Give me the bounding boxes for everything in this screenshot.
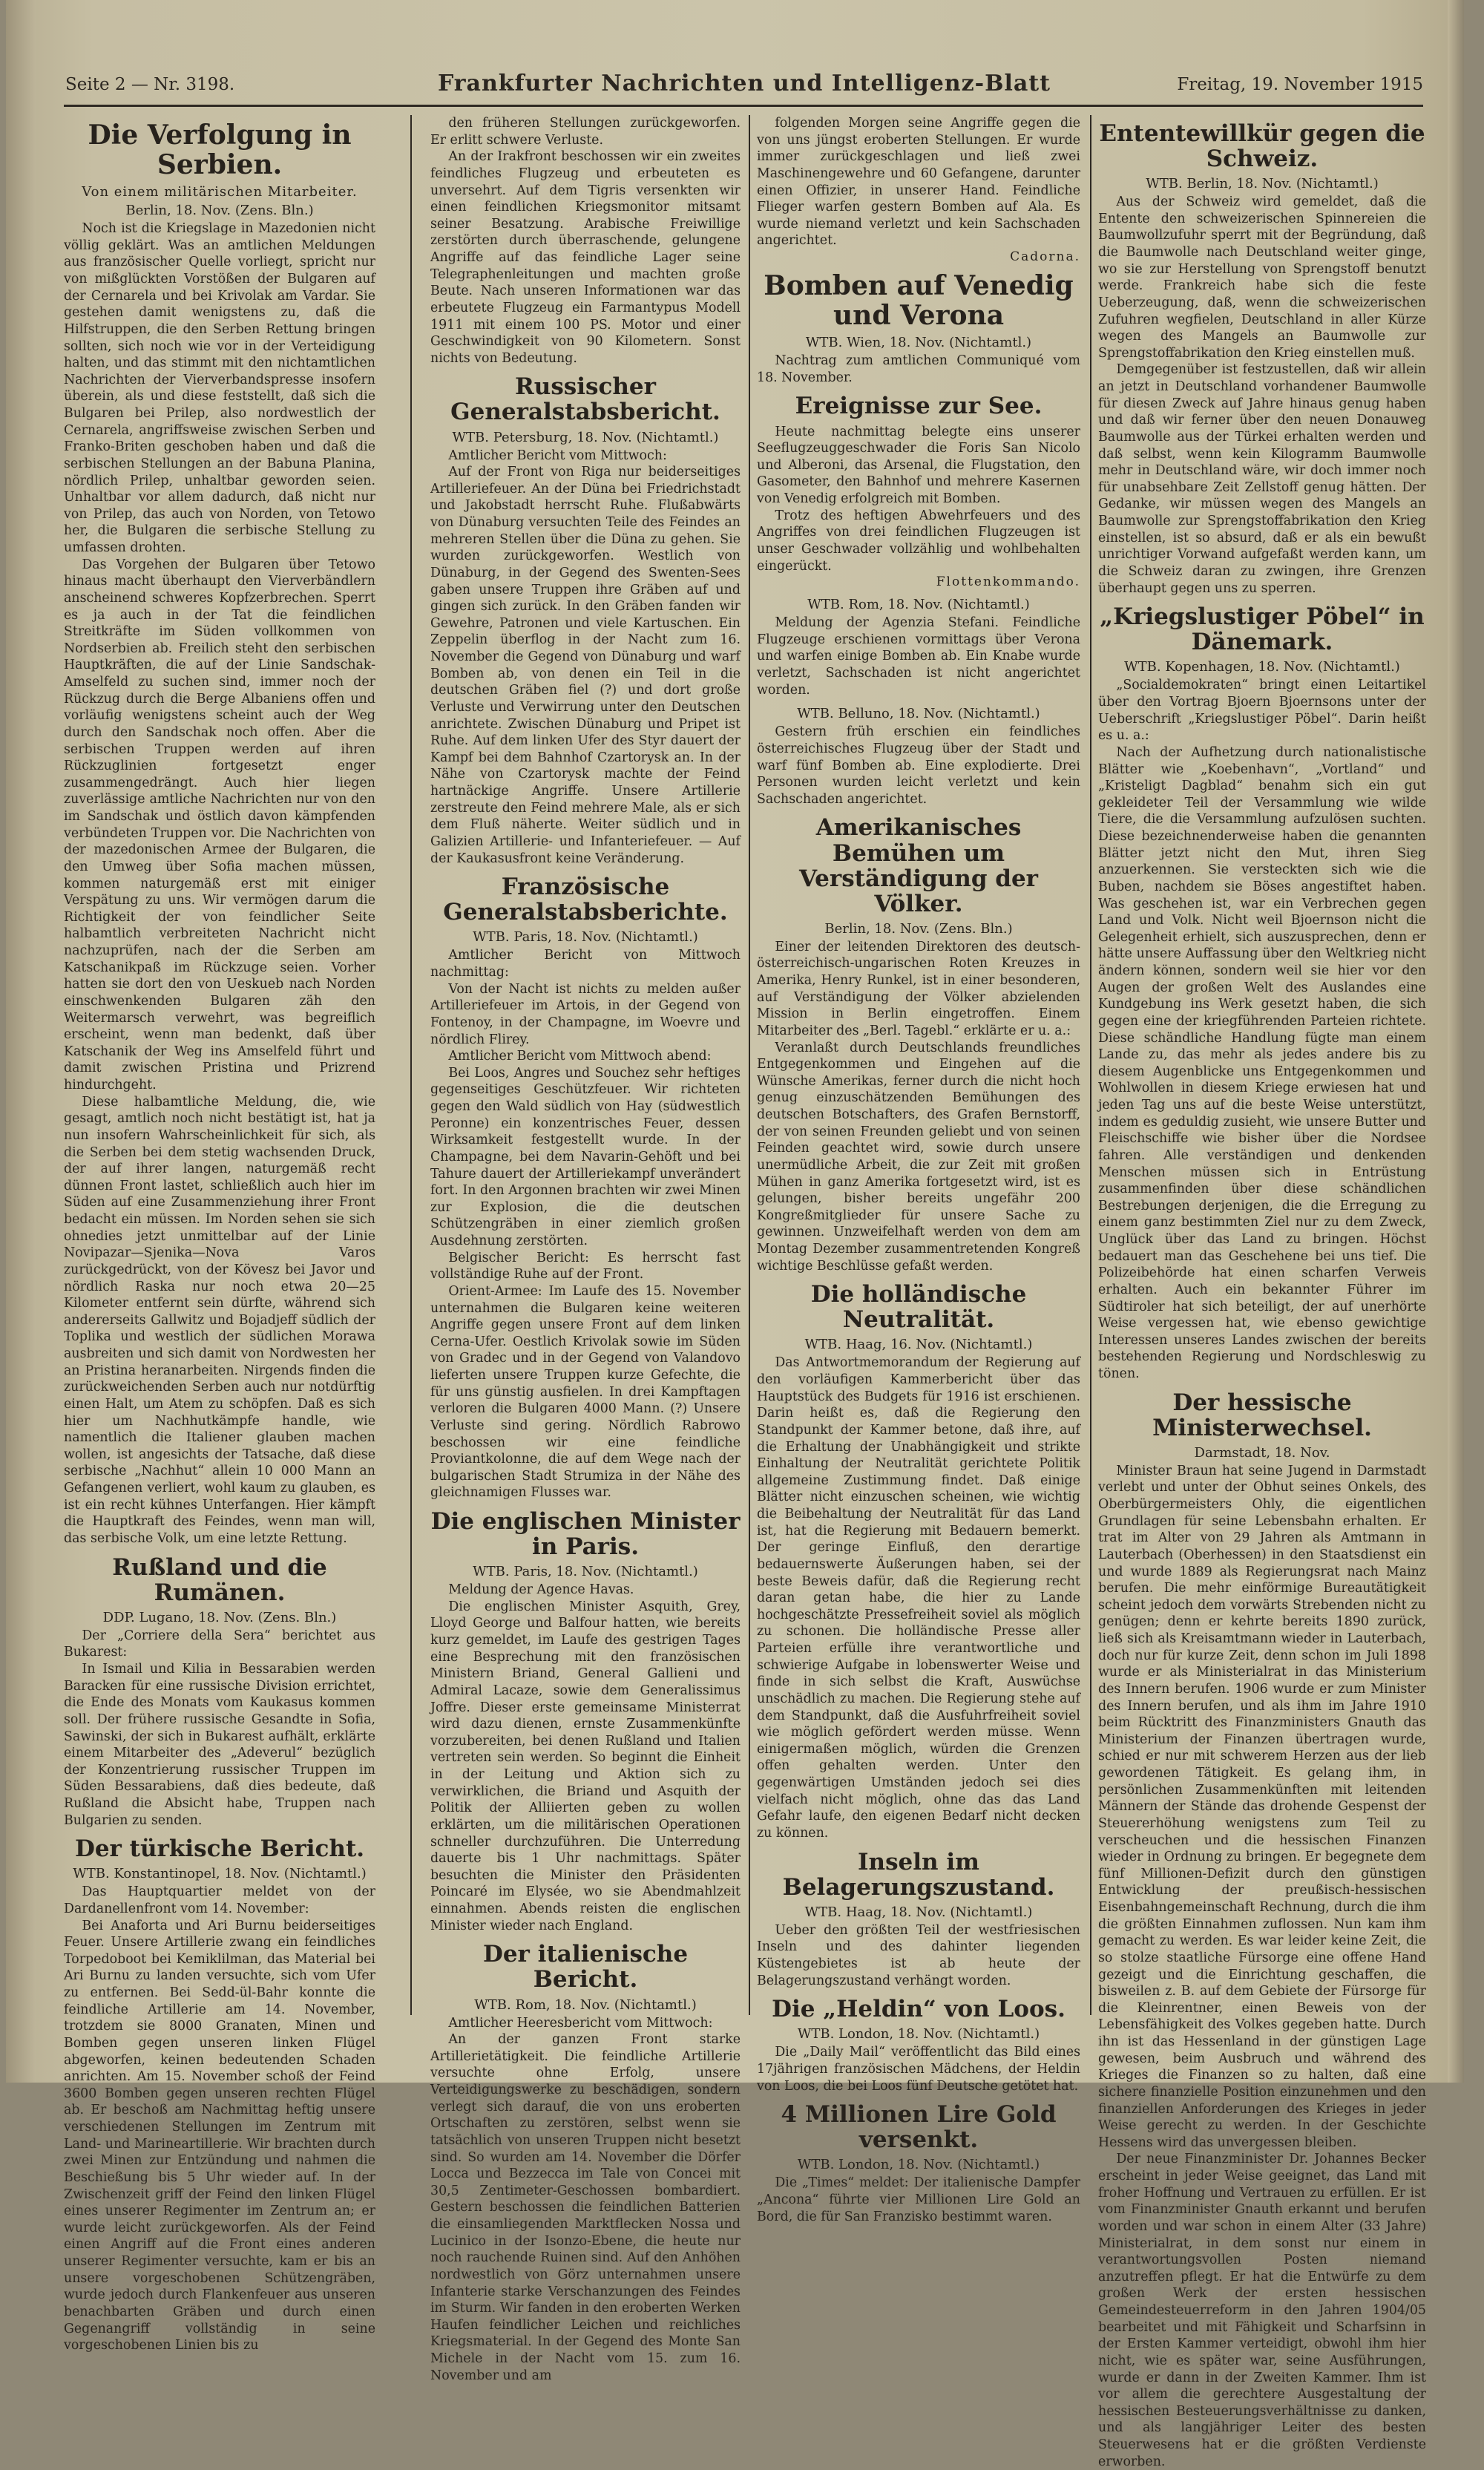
article-paragraph: Das Hauptquartier meldet von der Dardanellenfront vom 14. November:	[64, 1884, 375, 1916]
article-paragraph: Meldung der Agence Havas.	[448, 1582, 634, 1598]
article-headline: Inseln im Belagerungszustand.	[782, 1848, 1055, 1901]
column-divider	[749, 115, 750, 2015]
article	[1098, 604, 1426, 1382]
column-2	[430, 115, 741, 2383]
article-paragraph: Diese halbamtliche Meldung, die, wie gesagt, amtlich noch nicht bestätigt ist, hat ja nun insofern Wahrscheinlichkeit für sich, als die Serben bei dem stetig wachsenden Druck, der auf ihrer langen, naturgemäß recht dünnen Front lastet, schließlich auch hier im Süden auf eine Zusammenziehung ihrer Front bedacht ein müssen. Im Norden sehen sie sich ohnedies jetzt unmittelbar auf der Linie Novipazar—Sjenika—Nova Varos zurückgedrückt, von der Kövesz bei Javor und nördlich Raska nur noch etwa 20—25 Kilometer entfernt sein dürfte, während sich andererseits Gallwitz und Bojadjeff südlich der Toplika und westlich der südlichen Morawa ausbreiten und sich damit von Nordwesten her an Pristina heranarbeiten. Nirgends finden die zurückweichenden Serben auch nur notdürftig einen Halt, um Atem zu schöpfen. Daß es sich hier um Nachhutkämpfe handle, wie namentlich die Italiener glauben machen wollen, ist angesichts der Tatsache, daß diese serbische „Nachhut“ allein 10 000 Mann an Gefangenen verliert, wohl kaum zu glauben, es ist ein recht kühnes Unterfangen. Hier kämpft die Hauptkraft des Feindes, wenn man will, das serbische Volk, um eine letzte Rettung.	[64, 1094, 375, 1546]
article	[757, 2102, 1080, 2225]
article-paragraph: „Socialdemokraten“ bringt einen Leitartikel über den Vortrag Bjoern Bjoernsons unter der Ueberschrift „Kriegslustiger Pöbel“. Darin heißt es u. a.:	[1098, 678, 1426, 744]
masthead-rule	[64, 105, 1423, 107]
article	[64, 121, 375, 1547]
article-headline: Französische Generalstabsberichte.	[443, 874, 728, 926]
article-paragraph: Orient-Armee: Im Laufe des 15. November unternahmen die Bulgaren keine weiteren Angriffe gegen unsere Front auf dem linken Cerna-Ufer. Oestlich Krivolak sowie im Süden von Gradec und in der Gegend von Valandovo lieferten unsere Truppen kurze Gefechte, die für uns günstig ausfielen. In drei Kampftagen verloren die Bulgaren 4000 Mann. (?) Unsere Verluste sind gering. Nördlich Rabrowo beschossen wir eine feindliche Proviantkolonne, die auf dem Wege nach der bulgarischen Stadt Strumiza in der Nähe des gleichnamigen Flusses war.	[430, 1283, 741, 1501]
article-headline: Der türkische Bericht.	[74, 1835, 365, 1863]
article	[430, 374, 741, 867]
article	[757, 1282, 1080, 1841]
article-paragraph: Nach der Aufhetzung durch nationalistische Blätter wie „Koebenhavn“, „Vortland“ und „Kristeligt Dagblad“ benahm sich ein gut gekleideter Teil der Versammlung wie wilde Tiere, die die Versammlung aufzulösen suchten. Diese bezeichnenderweise haben die genannten Blätter jetzt nicht den Mut, ihren Sieg anzuerkennen. Sie versteckten sich wie die Buben, nachdem sie Böses angestiftet haben. Was geschehen ist, war ein Verbrechen gegen Land und Volk. Nicht weil Bjoernson nicht die Gelegenheit erhielt, sich auszusprechen, denn er hätte unsere Auffassung über den Weltkrieg nicht ändern können, sondern weil sie hier vor den Augen der großen Welt des Auslandes eine Kundgebung ins Werk gesetzt haben, die sich gegen eine der kriegführenden Parteien richtete. Diese schändliche Handlung fügte man einem Lande zu, das mehr als jedes andere bis zu diesem Augenblicke uns Entgegenkommen und Wohlwollen in diesem Kriege erwiesen hat und jeden Tag uns auf die beste Weise unterstützt, indem es geduldig zusieht, wie unsere Butter und Fleischschiffe wie bisher über die Nordsee fahren. Alle verständigen und denkenden Menschen müssen sich in Entrüstung zusammenfinden über diese schändlichen Bestrebungen derjenigen, die die Erregung zu einem ganz bestimmten Ziel nur zu dem Zweck, Unglück über das Land zu bringen. Höchst bedauert man das Geschehene bei uns tief. Die Polizeibehörde hat einen scharfen Verweis erhalten. Auch ein bekannter Führer im Südtiroler hat sich beteiligt, der auf unerhörte Weise vergessen hat, wie ebenso gewichtige Interessen unseres Landes zwischen der bereits bestehenden Regierung und Nordschleswig zu tönen.	[1098, 744, 1426, 1381]
article-dateline: WTB. Rom, 18. Nov. (Nichtamtl.)	[807, 597, 1030, 613]
article-dateline: Berlin, 18. Nov. (Zens. Bln.)	[824, 920, 1013, 937]
article-dateline: DDP. Lugano, 18. Nov. (Zens. Bln.)	[102, 1609, 337, 1625]
article-subhead: Von einem militärischen Mitarbeiter.	[82, 184, 358, 200]
page-number: Seite 2 — Nr. 3198.	[65, 75, 235, 94]
article-paragraph: Amtlicher Bericht vom Mittwoch abend:	[448, 1049, 712, 1064]
article-headline: 4 Millionen Lire Gold versenkt.	[781, 2101, 1057, 2154]
article	[757, 706, 1080, 808]
article-paragraph: Von der Nacht ist nichts zu melden außer Artilleriefeuer im Artois, in der Gegend von Fontenoy, in der Champagne, im Woevre und nördlich Flirey.	[430, 981, 741, 1047]
article-paragraph: Veranlaßt durch Deutschlands freundliches Entgegenkommen und Eingehen auf die Wünsche Amerikas, ferner durch die nicht hoch genug einzuschätzenden Bemühungen des deutschen Botschafters, des Grafen Bernstorff, der von seinen Freunden geliebt und von seinen Feinden geachtet wird, sowie durch unsere unermüdliche Arbeit, die zur Zeit mit großen Mühen in ganz Amerika fortgesetzt wird, ist es gelungen, bisher bereits ungefähr 200 Kongreßmitglieder für unsere Sache zu gewinnen. Unzweifelhaft werden von dem am Montag Dezember zusammentretenden Kongreß wichtige Beschlüsse gefaßt werden.	[757, 1040, 1080, 1274]
column-3	[757, 115, 1080, 2224]
article-headline: Die „Heldin“ von Loos.	[772, 1996, 1066, 2023]
article	[1098, 121, 1426, 597]
article-dateline: WTB. Paris, 18. Nov. (Nichtamtl.)	[473, 1564, 698, 1580]
article-headline: Der italienische Bericht.	[482, 1941, 689, 1994]
article-dateline: WTB. London, 18. Nov. (Nichtamtl.)	[797, 2157, 1040, 2173]
article-paragraph: Amtlicher Bericht vom Mittwoch:	[448, 448, 667, 463]
article-paragraph: den früheren Stellungen zurückgeworfen. Er erlitt schwere Verluste.	[430, 116, 741, 148]
article-dateline: Berlin, 18. Nov. (Zens. Bln.)	[125, 203, 314, 219]
article-paragraph: Das Vorgehen der Bulgaren über Tetowo hinaus macht überhaupt den Vierverbändlern anscheinend schweres Kopfzerbrechen. Sperrt es ja auch in der Tat die feindlichen Streitkräfte im Süden vollkommen von Nordserbien ab. Freilich steht den serbischen Hauptkräften, die auf der Linie Sandschak-Amselfeld zu suchen sind, immer noch der Rückzug durch die Berge Albaniens offen und vorläufig wenigstens scheint auch der Weg durch den Sandschak noch offen. Aber die serbischen Truppen werden auf ihren Rückzuglinien fortgesetzt enger zusammengedrängt. Auch hier liegen zuverlässige amtliche Nachrichten nur von den im Sandschak und östlich davon kämpfenden verbündeten Truppen vor. Die Nachrichten von der mazedonischen Armee der Bulgaren, die den Umweg über Sofia machen müssen, kommen naturgemäß erst mit einiger Verspätung zu uns. Wir vermögen darum die Richtigkeit der von feindlicher Seite halbamtlich verbreiteten Nachricht nicht nachzuprüfen, nach der die Serben am Katschanikpaß im Rückzuge seien. Vorher hatten sie dort den von Ueskueb nach Norden einschwenkenden Bulgaren zäh den Weitermarsch verwehrt, was begreiflich erscheint, wenn man bedenkt, daß über Katschanik der Weg ins Amselfeld führt und damit zwischen Pristina und Prizrend hindurchgeht.	[64, 557, 375, 1093]
article-dateline: WTB. Belluno, 18. Nov. (Nichtamtl.)	[797, 706, 1040, 722]
column-4	[1098, 115, 1426, 2469]
article-paragraph: Minister Braun hat seine Jugend in Darmstadt verlebt und unter der Obhut seines Onkels, des Oberbürgermeisters Ohly, die eigentlichen Grundlagen für seine Lebensbahn erhalten. Er trat im Alter von 29 Jahren als Amtmann in Lauterbach (Oberhessen) in den Staatsdienst ein und wurde 1889 als Regierungsrat nach Mainz berufen. Die mehr einförmige Bureautätigkeit scheint jedoch dem vorwärts Strebenden nicht zu genügen; denn er kehrte bereits 1890 zurück, ließ sich als Kreisamtmann wieder in Lauterbach, doch nur für kurze Zeit, denn schon im Juli 1898 wurde er als Ministerialrat in das Ministerium des Innern berufen. 1906 wurde er zum Minister des Innern berufen, und als ihm im Jahre 1910 beim Rücktritt des Finanzministers Gnauth das Ministerium der Finanzen übertragen wurde, schied er nur mit schwerem Herzen aus der lieb gewordenen Tätigkeit. Es gelang ihm, in persönlichen Zusammenkünften mit leitenden Männern der Stände das drohende Gespenst der Steuererhöhung wenigstens zum Teil zu verscheuchen und die hessischen Finanzen wieder in Ordnung zu bringen. Er begegnete dem fünf Millionen-Defizit durch den günstigen Entwicklung der preußisch-hessischen Eisenbahngemeinschaft Rechnung, durch die ihm die größten Einnahmen zuflossen. Nun kam ihm gemacht zu werden. Es war leider keine Zeit, die so stolze staatliche Fürsorge eine offene Hand gezeigt und die Einrichtung geschaffen, die bisweilen z. B. auf dem Gebiete der Fürsorge für die Kleinrentner, einen Beweis von der Lebensfähigkeit des Volkes gegeben hatte. Durch ihn ist das Hessenland in der günstigen Lage gewesen, beim Ausbruch und während des Krieges die Finanzen so zu halten, daß eine sichere finanzielle Position einzunehmen und den finanziellen Anforderungen des Krieges in jeder Weise gerecht zu werden. In der Geschichte Hessens wird das unvergessen bleiben.	[1098, 1463, 1426, 2150]
article-paragraph: folgenden Morgen seine Angriffe gegen die von uns jüngst eroberten Stellungen. Er wurde immer zurückgeschlagen und ließ zwei Maschinengewehre und 60 Gefangene, darunter einen Offizier, in unserer Hand. Feindliche Flieger warfen gestern Bomben auf Ala. Es wurde niemand verletzt und kein Sachschaden angerichtet.	[757, 116, 1080, 249]
article	[64, 1836, 375, 2354]
article-dateline: WTB. Haag, 18. Nov. (Nichtamtl.)	[804, 1904, 1033, 1920]
article-dateline: WTB. Konstantinopel, 18. Nov. (Nichtamtl.)	[73, 1866, 367, 1882]
column-divider	[1090, 115, 1091, 2015]
article-paragraph: Ueber den größten Teil der westfriesischen Inseln und des dahinter liegenden Küstengebietes ist ab heute der Belagerungszustand verhängt worden.	[757, 1922, 1080, 1988]
page-edge-shadow	[1448, 0, 1464, 2083]
article-paragraph: Meldung der Agenzia Stefani. Feindliche Flugzeuge erschienen vormittags über Verona und warfen einige Bomben ab. Ein Knabe wurde verletzt, Sachschaden ist nicht angerichtet worden.	[757, 615, 1080, 698]
publication-date: Freitag, 19. November 1915	[1177, 75, 1423, 94]
article-dateline: WTB. Haag, 16. Nov. (Nichtamtl.)	[804, 1337, 1033, 1353]
article-dateline: WTB. Petersburg, 18. Nov. (Nichtamtl.)	[452, 429, 719, 445]
article-paragraph: Aus der Schweiz wird gemeldet, daß die Entente den schweizerischen Spinnereien die Baumwollzufuhr sperrt mit der Begründung, daß die Baumwolle nach Deutschland weiter ginge, wo sie zur Herstellung von Sprengstoff benutzt werde. Frankreich habe sich die feste Ueberzeugung, daß, wenn die schweizerischen Zufuhren wegfielen, Deutschland in aller Kürze wegen des Mangels an Baumwolle zur Sprengstoffabrikation den Krieg einstellen muß.	[1098, 194, 1426, 361]
article-headline: Die englischen Minister in Paris.	[430, 1508, 741, 1561]
page-fold-shadow	[6, 0, 36, 2083]
article-paragraph: Noch ist die Kriegslage in Mazedonien nicht völlig geklärt. Was an amtlichen Meldungen aus französischer Quelle vorliegt, spricht nur von mißglückten Vorstößen der Bulgaren auf der Cernarela und bei Krivolak am Vardar. Sie gestehen damit wenigstens zu, daß die Hilfstruppen, die den Serben Rettung bringen sollten, sich noch wie vor in der Verteidigung halten, und das stimmt mit den nichtamtlichen Nachrichten der Vierverbandspresse insofern überein, als und diese feststellt, daß sich die Bulgaren bei Prilep, also nordwestlich der Cernarela, angriffsweise zwischen Serben und Franko-Briten geschoben haben und daß die serbischen Stellungen an der Babuna Planina, nördlich Prilep, unhaltbar geworden seien. Unhaltbar vor allem dadurch, daß nicht nur von Prilep, das auch von Norden, von Tetowo her, die Bulgaren die serbische Stellung zu umfassen drohten.	[64, 221, 375, 556]
article	[757, 272, 1080, 386]
article	[430, 874, 741, 1501]
article	[757, 815, 1080, 1274]
article	[757, 597, 1080, 698]
article-headline: Der hessische Ministerwechsel.	[1152, 1389, 1372, 1441]
newspaper-page	[6, 0, 1464, 2469]
article-paragraph: Einer der leitenden Direktoren des deutsch-österreichisch-ungarischen Roten Kreuzes in Amerika, Henry Runkel, ist in einer besonderen, auf Verständigung der Völker abzielenden Mission in Berlin eingetroffen. Einem Mitarbeiter des „Berl. Tagebl.“ erklärte er u. a.:	[757, 939, 1080, 1038]
article-headline: Russischer Generalstabsbericht.	[450, 373, 720, 426]
article-paragraph: Trotz des heftigen Abwehrfeuers und des Angriffes von drei feindlichen Flugzeugen ist unser Geschwader vollzählig und wohlbehalten eingerückt.	[757, 508, 1080, 574]
article-dateline: WTB. Paris, 18. Nov. (Nichtamtl.)	[473, 929, 698, 946]
newspaper-title: Frankfurter Nachrichten und Intelligenz-Blatt	[437, 71, 1051, 96]
article-paragraph: Heute nachmittag belegte eins unserer Seeflugzeuggeschwader die Foris San Nicolo und Alberoni, das Arsenal, die Flugstation, den Gasometer, den Bahnhof und mehrere Kasernen von Venedig erfolgreich mit Bomben.	[757, 424, 1080, 507]
article-dateline: Darmstadt, 18. Nov.	[1194, 1444, 1330, 1461]
article-paragraph: Auf der Front von Riga nur beiderseitiges Artilleriefeuer. An der Düna bei Friedrichstadt und Jakobstadt herrscht Ruhe. Flußabwärts von Dünaburg versuchten Teile des Feindes an mehreren Stellen über die Düna zu gehen. Sie wurden zurückgeworfen. Westlich von Dünaburg, in der Gegend des Swenten-Sees gaben unsere Truppen ihre Gräben auf und gingen sich zurück. In den Gräben fanden wir Gewehre, Patronen und viele Kartuschen. Ein Zeppelin überflog in der Nacht zum 16. November die Gegend von Dünaburg und warf Bomben ab, von denen ein Teil in die deutschen Gräben fiel (?) und dort große Verluste und Verwirrung unter den Deutschen anrichtete. Zwischen Dünaburg und Pripet ist Ruhe. Auf dem linken Ufer des Styr dauert der Kampf bei dem Bahnhof Czartorysk an. In der Nähe von Czartorysk machte der Feind hartnäckige Angriffe. Unsere Artillerie zerstreute den Feind mehrere Male, als er sich dem Fluß näherte. Weiter südlich und in Galizien Artillerie- und Infanteriefeuer. — Auf der Kaukasusfront keine Veränderung.	[430, 465, 741, 866]
article-dateline: WTB. Berlin, 18. Nov. (Nichtamtl.)	[1146, 176, 1379, 192]
article-headline: Die holländische Neutralität.	[810, 1281, 1027, 1334]
article-paragraph: Amtlicher Heeresbericht vom Mittwoch:	[448, 2015, 713, 2031]
article	[64, 1555, 375, 1829]
article	[1098, 1390, 1426, 2470]
article-paragraph: Das Antwortmemorandum der Regierung auf den vorläufigen Kammerbericht über das Hauptstück des Budgets für 1916 ist erschienen. Darin heißt es, daß die Regierung den Standpunkt der Kammer betone, daß ihre, auf die Erhaltung der Unabhängigkeit und strikte Einhaltung der Neutralität gerichtete Politik allgemeine Zustimmung findet. Daß einige Blätter nicht einzuschen scheinen, wie wichtig die Beibehaltung der Neutralität für das Land ist, hat die Regierung mit Bedauern bemerkt. Der geringe Einfluß, den derartige bedauernswerte Äußerungen haben, sei der beste Beweis dafür, daß die Regierung recht daran getan habe, die hier zu Lande hochgeschätzte Pressefreiheit soviel als möglich zu schonen. Die holländische Presse aller Parteien erfülle ihre verantwortliche und schwierige Aufgabe in lobenswerter Weise und finde in sich selbst die Kraft, Auswüchse unschädlich zu machen. Die Regierung stehe auf dem Standpunkt, daß die Ausfuhrfreiheit soviel wie möglich gefördert werden müsse. Wenn einigermaßen möglich, würden die Grenzen offen gehalten werden. Unter den gegenwärtigen Umständen jedoch sei dies vielfach nicht möglich, ohne das das Land Gefahr laufe, den eigenen Bedarf nicht decken zu können.	[757, 1355, 1080, 1841]
column-1	[64, 115, 375, 2353]
article-paragraph: Die englischen Minister Asquith, Grey, Lloyd George und Balfour hatten, wie bereits kurz gemeldet, im Laufe des gestrigen Tages eine Besprechung mit den französischen Ministern Briand, General Gallieni und Admiral Lacaze, sowie dem Generalissimus Joffre. Dieser erste gemeinsame Ministerrat wird dazu dienen, ernste Zusammenkünfte vorzubereiten, bei denen Rußland und Italien vertreten sein werden. So beginnt die Einheit in der Leitung und Aktion sich zu verwirklichen, die Briand und Asquith der Politik der Alliierten geben zu wollen erklärten, um die militärischen Operationen schneller durchzuführen. Die Unterredung dauerte bis 1 Uhr nachmittags. Später besuchten die Minister den Präsidenten Poincaré im Elysée, wo sie Abendmahlzeit einnahmen. Abends reisten die englischen Minister wieder nach England.	[430, 1599, 741, 1933]
article-headline: „Kriegslustiger Pöbel“ in Dänemark.	[1100, 603, 1425, 656]
article-paragraph: Der neue Finanzminister Dr. Johannes Becker erscheint in jeder Weise geeignet, das Land mit froher Hoffnung und Vertrauen zu erfüllen. Er ist vom Finanzminister Gnauth erkannt und berufen worden und war schon in einem Alter (33 Jahre) Ministerialrat, in dem sonst nur einem in verantwortungsvollen Posten niemand anzutreffen pflegt. Er hat die Entwürfe zu dem großen Werk der ersten hessischen Gemeindesteuerreform in den Jahren 1904/05 bearbeitet und mit Fähigkeit und Scharfsinn in der Ersten Kammer verteidigt, obwohl ihm hier nicht, wie es später war, seine Ausführungen, wurde er dann in der Zweiten Kammer. Ihm ist vor allem die gerechtere Ausgestaltung der hessischen Besteuerungsverhältnisse zu danken, und als langjähriger Leiter des besten Steuerwesens hat er die größten Verdienste erworben.	[1098, 2152, 1426, 2469]
article-dateline: WTB. Kopenhagen, 18. Nov. (Nichtamtl.)	[1124, 659, 1400, 675]
article-dateline: WTB. Wien, 18. Nov. (Nichtamtl.)	[805, 335, 1032, 351]
article	[430, 1942, 741, 2384]
article-dateline: WTB. London, 18. Nov. (Nichtamtl.)	[797, 2026, 1040, 2042]
article-paragraph: Gestern früh erschien ein feindliches österreichisches Flugzeug über der Stadt und warf fünf Bomben ab. Eine explodierte. Drei Personen wurden leicht verletzt und kein Sachschaden angerichtet.	[757, 724, 1080, 807]
article-headline: Ententewillkür gegen die Schweiz.	[1099, 120, 1425, 173]
article-headline: Amerikanisches Bemühen um Verständigung der Völker.	[798, 814, 1039, 917]
article-paragraph: Der „Corriere della Sera“ berichtet aus Bukarest:	[64, 1628, 375, 1660]
article-headline: Bomben auf Venedig und Verona	[764, 270, 1074, 331]
article-paragraph: An der ganzen Front starke Artillerietätigkeit. Die feindliche Artillerie versuchte ohne Erfolg, unsere Verteidigungswerke zu beschädigen, sondern verlegt sich darauf, die von uns eroberten Ortschaften zu zerstören, selbst wenn sie tatsächlich von unseren Truppen nicht besetzt sind. So wurden am 14. November die Dörfer Locca und Bezzecca im Tale von Concei mit 30,5 Zentimeter-Geschossen bombardiert. Gestern beschossen die feindlichen Batterien die einsamliegenden Marktflecken Nossa und Lucinico in der Isonzo-Ebene, die heute nur noch rauchende Ruinen sind. Auf den Anhöhen nordwestlich von Görz unternahmen unsere Infanterie starke Verschanzungen des Feindes im Sturm. Wir fanden in den eroberten Werken Haufen feindlicher Leichen und reichliches Kriegsmaterial. In der Gegend des Monte San Michele in der Nacht vom 15. zum 16. November und am	[430, 2032, 741, 2383]
article	[757, 393, 1080, 589]
article-paragraph: An der Irakfront beschossen wir ein zweites feindliches Flugzeug und erbeuteten es unversehrt. Auf dem Tigris versenkten wir einen feindlichen Kriegsmonitor mitsamt seiner Besatzung. Arabische Freiwillige zerstörten durch überraschende, gelungene Angriffe auf das feindliche Lager seine Telegraphenleitungen und machten große Beute. Nach unseren Informationen war das erbeutete Flugzeug ein Farmantypus Modell 1911 mit einem 100 PS. Motor und einer Geschwindigkeit von 90 Kilometern. Sonst nichts von Bedeutung.	[430, 149, 741, 366]
article-dateline: WTB. Rom, 18. Nov. (Nichtamtl.)	[474, 1996, 697, 2013]
article-signature: Flottenkommando.	[936, 574, 1080, 590]
article-headline: Rußland und die Rumänen.	[112, 1553, 327, 1606]
article	[430, 1509, 741, 1934]
article-signature: Cadorna.	[1010, 249, 1080, 264]
article	[430, 115, 741, 367]
article-paragraph: Bei Loos, Angres und Souchez sehr heftiges gegenseitiges Geschützfeuer. Wir richteten gegen den Wald südlich von Hay (südwestlich Peronne) ein konzentrisches Feuer, dessen Wirksamkeit festgestellt wurde. In der Champagne, bei dem Navarin-Gehöft und bei Tahure dauert der Artilleriekampf unverändert fort. In den Argonnen brachten wir zwei Minen zur Explosion, die die deutschen Schützengräben in einer ziemlich großen Ausdehnung zerstörten.	[430, 1065, 741, 1248]
article-paragraph: Demgegenüber ist festzustellen, daß wir allein an jetzt in Deutschland vorhandener Baumwolle für diesen Zweck auf Jahre hinaus genug haben und daß wir ferner über den neuen Donauweg Baumwolle aus der Türkei erhalten werden und daß selbst, wenn kein Kilogramm Baumwolle mehr in Deutschland wäre, wir doch immer noch für unabsehbare Zeit Zellstoff genug hätten. Der Gedanke, wir müssen wegen des Mangels an Baumwolle zur Sprengstoffabrikation den Krieg einstellen, ist so absurd, daß er als ein bewußt unrichtiger Vorwand aufgefaßt werden kann, um die Schweiz daran zu zwingen, ihre Grenzen überhaupt gegen uns zu sperren.	[1098, 362, 1426, 596]
article	[757, 115, 1080, 264]
article-headline: Die Verfolgung in Serbien.	[88, 119, 352, 180]
article-paragraph: In Ismail und Kilia in Bessarabien werden Baracken für eine russische Division errichtet, die Ende des Monats vom Kaukasus kommen soll. Der frühere russische Gesandte in Sofia, Sawinski, der sich in Bukarest aufhält, erklärte einem Mitarbeiter des „Adeverul“ bezüglich der Konzentrierung russischer Truppen im Süden Bessarabiens, daß dies bedeute, daß Rußland die Absicht habe, Truppen nach Bulgarien zu senden.	[64, 1662, 375, 1828]
article-paragraph: Die „Daily Mail“ veröffentlicht das Bild eines 17jährigen französischen Mädchens, der Heldin von Loos, die bei Loos fünf Deutsche getötet hat.	[757, 2045, 1080, 2094]
article-paragraph: Bei Anaforta und Ari Burnu beiderseitiges Feuer. Unsere Artillerie zwang ein feindliches Torpedoboot bei Kemiklilman, das Material bei Ari Burnu zu landen versuchte, sich vom Ufer zu entfernen. Bei Sedd-ül-Bahr konnte die feindliche Artillerie am 14. November, trotzdem sie 8000 Granaten, Minen und Bomben gegen unseren linken Flügel abgeworfen, keinen bedeutenden Schaden anrichten. Am 15. November schoß der Feind 3600 Bomben gegen unseren rechten Flügel ab. Er beschoß am Nachmittag heftig unsere verschiedenen Stellungen im Zentrum mit Land- und Marineartillerie. Wir brachten durch zwei Minen zur Entzündung und nahmen die Beschießung bis 5 Uhr wieder auf. In der Zwischenzeit griff der Feind den linken Flügel eines unserer Regimenter im Zentrum an; er wurde leicht zurückgeworfen. Als der Feind einen Angriff auf die Front eines anderen unserer Regimenter versuchte, kam er bis an unsere vorgeschobenen Schützengräben, wurde jedoch durch Flankenfeuer aus unseren benachbarten Gräben und durch einen Gegenangriff vollständig in seine vorgeschobenen Linien bis zu	[64, 1918, 375, 2353]
article-paragraph: Nachtrag zum amtlichen Communiqué vom 18. November.	[757, 353, 1080, 385]
article-paragraph: Belgischer Bericht: Es herrscht fast vollständige Ruhe auf der Front.	[430, 1250, 741, 1282]
article	[757, 1996, 1080, 2094]
article	[757, 1850, 1080, 1990]
article-headline: Ereignisse zur See.	[795, 393, 1043, 420]
article-paragraph: Die „Times“ meldet: Der italienische Dampfer „Ancona“ führte vier Millionen Lire Gold an Bord, die für San Franzisko bestimmt waren.	[757, 2175, 1080, 2224]
masthead	[65, 71, 1423, 100]
column-divider	[410, 115, 412, 2015]
article-paragraph: Amtlicher Bericht von Mittwoch nachmittag:	[430, 948, 741, 980]
